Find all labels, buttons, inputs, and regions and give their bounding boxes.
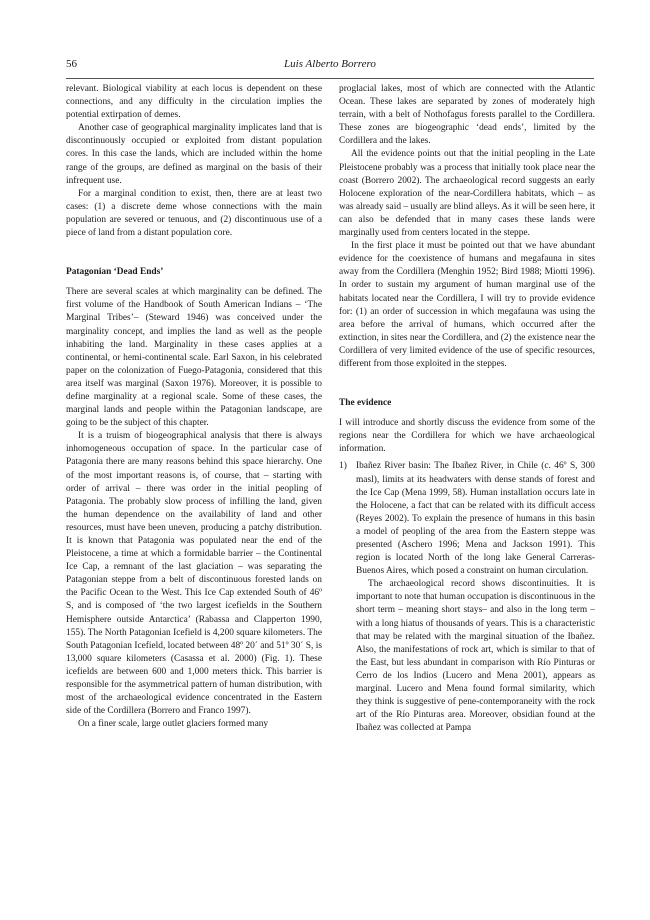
section-heading: The evidence bbox=[339, 398, 392, 409]
paragraph: For a marginal condition to exist, then, there are at least two cases: (1) a discrete deme whose connections with the main population are severed or tenuous, and (2) discontinuous use of a piece of land from a distant population core. bbox=[66, 188, 322, 239]
list-item-body bbox=[356, 460, 595, 735]
paragraph: In the first place it must be pointed out that we have abundant evidence for the coexistence of humans and megafauna in sites away from the Cordillera (Menghin 1952; Bird 1988; Miotti 1996). In order to sustain my argument of human marginal use of the habitats located near the Cordillera, I will try to provide evidence for: (1) an order of succession in which megafauna was using the area before the arrival of humans, which occurred after the extinction, in sites near the Cordillera, and (2) the existence near the Cordillera of very limited evidence of the use of specific resources, different from those exploited in the steppes. bbox=[339, 241, 595, 369]
paragraph: On a finer scale, large outlet glaciers formed many bbox=[78, 719, 269, 730]
paragraph: Ibañez River basin: The Ibañez River, in Chile (c. 46º S, 300 masl), limits at its headwaters with dense stands of forest and the Ice Cap (Mena 1999, 58). Human installation occurs late in the Holocene, a fact that can be related with its difficult access (Reyes 2002). To explain the presence of humans in this basin a model of peopling of the area from the Eastern steppe was presented (Aschero 1996; Mena and Jackson 1991). This region is located North of the long lake General Carreras-Buenos Aires, which posed a constraint on human circulation. bbox=[356, 461, 595, 577]
paragraph: It is a truism of biogeographical analysis that there is always inhomogeneous occupation of space. In the particular case of Patagonia there are many reasons behind this space hierarchy. One of the most important reasons is, of course, that – starting with order of arrival – there was order in the initial peopling of Patagonia. The probably slow process of infilling the land, given the human dependence on the availability of land and other resources, must have been uneven, producing a patchy distribution. It is known that Patagonia was populated near the end of the Pleistocene, a time at which a formidable barrier – the Continental Ice Cap, a remnant of the last glaciation – was separating the Patagonian steppe from a belt of discontinuous forested lands on the Pacific Ocean to the West. This Ice Cap extended South of 46º S, and is composed of ‘the two largest icefields in the Southern Hemisphere outside Antarctica’ (Rabassa and Clapperton 1990, 155). The North Patagonian Icefield is 4,200 square kilometers. The South Patagonian Icefield, located between 48º 20´ and 51º 30´ S, is 13,000 square kilometers (Casassa et al. 2000) (Fig. 1). These icefields are between 600 and 1,000 meters thick. This barrier is responsible for the asymmetrical pattern of human distribution, with most of the archaeological evidence concentrated in the Eastern side of the Cordillera (Borrero and Franco 1997). bbox=[66, 431, 322, 717]
section-heading: Patagonian ‘Dead Ends’ bbox=[66, 267, 164, 278]
paragraph: The archaeological record shows discontinuities. It is important to note that human occupation is discontinuous in the short term – meaning short stays– and also in the long term – with a long hiatus of thousands of years. This is a characteristic that may be related with the marginal situation of the Ibañez. Also, the manifestations of rock art, which is similar to that of the East, but less abundant in comparison with Río Pinturas or Cerro de los Indios (Lucero and Mena 2001), appears as marginal. Lucero and Mena found formal similarity, which they think is suggestive of pene-contemporaneity with the rock art of the Río Pinturas area. Moreover, obsidian found at the Ibañez was collected at Pampa bbox=[356, 579, 595, 734]
paragraph: relevant. Biological viability at each locus is dependent on these connections, and any difficulty in the circulation implies the potential extirpation of demes. bbox=[66, 84, 322, 121]
page-header bbox=[66, 58, 594, 74]
paragraph: Another case of geographical marginality implicates land that is discontinuously occupied or exploited from distant population cores. In this case the lands, which are included within the home range of the groups, are defined as marginal on the basis of their infrequent use. bbox=[66, 123, 322, 186]
page-number: 56 bbox=[66, 58, 77, 70]
paragraph: I will introduce and shortly discuss the evidence from some of the regions near the Cordillera for which we have archaeological information. bbox=[339, 418, 595, 455]
list-item-label: 1) bbox=[339, 461, 347, 472]
running-head: Luis Alberto Borrero bbox=[284, 58, 376, 70]
list-item bbox=[339, 460, 595, 735]
right-column bbox=[339, 83, 595, 735]
header-rule bbox=[66, 78, 594, 79]
paragraph: proglacial lakes, most of which are connected with the Atlantic Ocean. These lakes are separated by zones of moderately high terrain, with a belt of Nothofagus forests parallel to the Cordillera. These zones are biogeographic ‘dead ends’, limited by the Cordillera and the lakes. bbox=[339, 84, 595, 147]
left-column bbox=[66, 83, 322, 731]
paragraph: There are several scales at which marginality can be defined. The first volume of the Handbook of South American Indians – ‘The Marginal Tribes’– (Steward 1946) was conceived under the marginality concept, and implies the land as well as the people inhabiting the land. Marginality in these cases applies at a continental, or hemi-continental scale. Earl Saxon, in his celebrated paper on the colonization of Fuego-Patagonia, considered that this area itself was marginal (Saxon 1976). Moreover, it is possible to define marginality at a regional scale. Some of these cases, the marginal lands and people within the Patagonian landscape, are going to be the subject of this chapter. bbox=[66, 287, 322, 429]
paragraph: All the evidence points out that the initial peopling in the Late Pleistocene probably was a process that initially took place near the coast (Borrero 2002). The archaeological record suggests an early Holocene exploration of the near-Cordillera habitats, which – as was already said – usually are blind alleys. As it will be seen here, it can also be defended that in many cases these lands were marginally used from centers located in the steppe. bbox=[339, 149, 595, 239]
